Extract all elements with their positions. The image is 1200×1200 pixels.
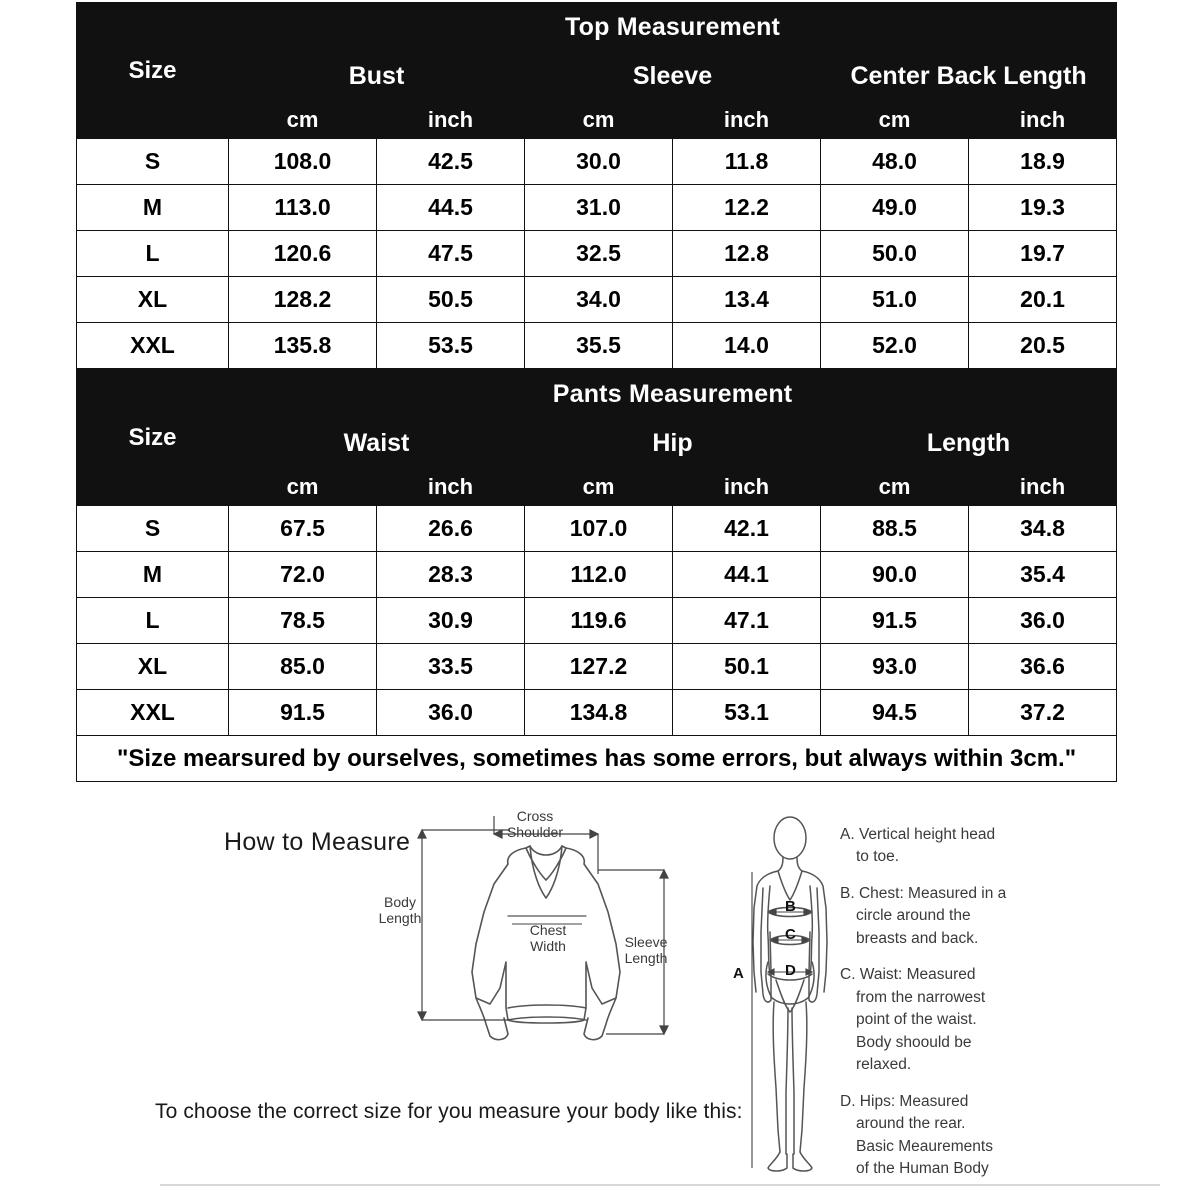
bottom-divider [160, 1184, 1160, 1186]
data-cell: 53.1 [673, 690, 821, 736]
data-cell: 134.8 [525, 690, 673, 736]
data-cell: 72.0 [229, 552, 377, 598]
legend-d-line: of the Human Body [856, 1160, 989, 1178]
legend-a-lead: A. Vertical height head [840, 826, 996, 843]
unit-header: cm [821, 101, 969, 139]
data-cell: 91.5 [229, 690, 377, 736]
row-size-label: XL [77, 277, 229, 323]
legend-d-lead: D. Hips: Measured [840, 1092, 969, 1110]
data-cell: 93.0 [821, 644, 969, 690]
data-cell: 49.0 [821, 185, 969, 231]
row-size-label: S [77, 506, 229, 552]
legend-b-line: circle around the [856, 907, 971, 925]
sleeve-length-line2: Length [624, 950, 668, 967]
unit-header: inch [673, 468, 821, 506]
sleeve-length-label [618, 934, 674, 966]
group-header-waist: Waist [229, 420, 525, 468]
data-cell: 30.0 [525, 139, 673, 185]
data-cell: 20.5 [969, 323, 1117, 369]
data-cell: 26.6 [377, 506, 525, 552]
size-header-cell: Size [77, 3, 229, 139]
data-cell: 13.4 [673, 277, 821, 323]
data-cell: 14.0 [673, 323, 821, 369]
data-cell: 50.0 [821, 231, 969, 277]
row-size-label: S [77, 139, 229, 185]
female-body-icon [730, 812, 850, 1182]
data-cell: 19.7 [969, 231, 1117, 277]
pants-measurement-table [76, 369, 1117, 782]
legend-item-b [840, 883, 1100, 950]
table-unit-row [77, 468, 1117, 506]
data-cell: 90.0 [821, 552, 969, 598]
data-cell: 120.6 [229, 231, 377, 277]
chest-width-line2: Width [530, 938, 566, 955]
data-cell: 34.8 [969, 506, 1117, 552]
table-group-row [77, 53, 1117, 101]
body-measurement-diagram [730, 812, 850, 1182]
data-cell: 67.5 [229, 506, 377, 552]
chest-width-line1: Chest [529, 922, 567, 938]
data-cell: 33.5 [377, 644, 525, 690]
data-cell: 113.0 [229, 185, 377, 231]
row-size-label: M [77, 185, 229, 231]
group-header-sleeve: Sleeve [525, 53, 821, 101]
data-cell: 47.1 [673, 598, 821, 644]
data-cell: 34.0 [525, 277, 673, 323]
group-header-hip: Hip [525, 420, 821, 468]
table-row [77, 185, 1117, 231]
table-group-row [77, 420, 1117, 468]
body-label-a: A [733, 965, 744, 982]
table-row [77, 139, 1117, 185]
data-cell: 18.9 [969, 139, 1117, 185]
garment-measurement-diagram [378, 808, 700, 1072]
cross-shoulder-line2: Shoulder [506, 824, 564, 841]
data-cell: 53.5 [377, 323, 525, 369]
data-cell: 19.3 [969, 185, 1117, 231]
cross-shoulder-line1: Cross [516, 808, 554, 824]
table-row [77, 552, 1117, 598]
legend-a-line: to toe. [856, 848, 900, 866]
unit-header: inch [969, 468, 1117, 506]
measurement-legend [840, 824, 1100, 1195]
data-cell: 36.6 [969, 644, 1117, 690]
body-label-b: B [785, 898, 796, 915]
group-header-length: Length [821, 420, 1117, 468]
data-cell: 108.0 [229, 139, 377, 185]
data-cell: 112.0 [525, 552, 673, 598]
body-label-c: C [785, 926, 796, 943]
data-cell: 135.8 [229, 323, 377, 369]
body-length-line2: Length [378, 910, 422, 927]
data-cell: 78.5 [229, 598, 377, 644]
group-header-bust: Bust [229, 53, 525, 101]
data-cell: 36.0 [969, 598, 1117, 644]
unit-header: inch [377, 101, 525, 139]
row-size-label: L [77, 598, 229, 644]
table-row [77, 598, 1117, 644]
chest-width-label [513, 922, 583, 954]
data-cell: 35.5 [525, 323, 673, 369]
top-measurement-table [76, 2, 1117, 369]
unit-header: inch [969, 101, 1117, 139]
size-chart-tables [76, 2, 1116, 782]
row-size-label: L [77, 231, 229, 277]
legend-c-line: from the narrowest [856, 988, 986, 1006]
legend-item-d [840, 1091, 1100, 1181]
row-size-label: M [77, 552, 229, 598]
top-measurement-title: Top Measurement [229, 3, 1117, 53]
data-cell: 50.5 [377, 277, 525, 323]
size-header-cell: Size [77, 370, 229, 506]
legend-d-line: Basic Meaurements [856, 1137, 993, 1155]
choose-size-instruction: To choose the correct size for you measure your body like this: [155, 1100, 743, 1123]
table-row [77, 506, 1117, 552]
legend-b-lead: B. Chest: Measured in a [840, 884, 1007, 902]
data-cell: 37.2 [969, 690, 1117, 736]
unit-header: cm [525, 101, 673, 139]
legend-c-line: relaxed. [856, 1056, 912, 1074]
data-cell: 32.5 [525, 231, 673, 277]
data-cell: 28.3 [377, 552, 525, 598]
row-size-label: XXL [77, 323, 229, 369]
data-cell: 20.1 [969, 277, 1117, 323]
data-cell: 52.0 [821, 323, 969, 369]
how-to-measure-heading: How to Measure [224, 828, 411, 856]
data-cell: 107.0 [525, 506, 673, 552]
pants-measurement-title: Pants Measurement [229, 370, 1117, 420]
data-cell: 51.0 [821, 277, 969, 323]
unit-header: inch [673, 101, 821, 139]
disclaimer-text: "Size mearsured by ourselves, sometimes has some errors, but always within 3cm." [77, 736, 1117, 782]
legend-c-line: point of the waist. [856, 1011, 977, 1029]
data-cell: 85.0 [229, 644, 377, 690]
table-row [77, 277, 1117, 323]
table-title-row [77, 3, 1117, 53]
legend-c-lead: C. Waist: Measured [840, 966, 976, 984]
disclaimer-row [77, 736, 1117, 782]
row-size-label: XXL [77, 690, 229, 736]
table-title-row [77, 370, 1117, 420]
table-unit-row [77, 101, 1117, 139]
data-cell: 127.2 [525, 644, 673, 690]
data-cell: 35.4 [969, 552, 1117, 598]
data-cell: 31.0 [525, 185, 673, 231]
data-cell: 50.1 [673, 644, 821, 690]
table-row [77, 323, 1117, 369]
sleeve-length-line1: Sleeve [624, 934, 668, 950]
data-cell: 94.5 [821, 690, 969, 736]
unit-header: inch [377, 468, 525, 506]
legend-d-line: around the rear. [856, 1115, 966, 1133]
data-cell: 44.5 [377, 185, 525, 231]
data-cell: 12.2 [673, 185, 821, 231]
legend-item-a [840, 824, 1100, 869]
data-cell: 88.5 [821, 506, 969, 552]
table-row [77, 231, 1117, 277]
data-cell: 48.0 [821, 139, 969, 185]
group-header-center-back-length: Center Back Length [821, 53, 1117, 101]
data-cell: 47.5 [377, 231, 525, 277]
data-cell: 119.6 [525, 598, 673, 644]
row-size-label: XL [77, 644, 229, 690]
unit-header: cm [229, 101, 377, 139]
data-cell: 91.5 [821, 598, 969, 644]
unit-header: cm [525, 468, 673, 506]
data-cell: 42.1 [673, 506, 821, 552]
unit-header: cm [229, 468, 377, 506]
data-cell: 11.8 [673, 139, 821, 185]
legend-c-line: Body shoould be [856, 1033, 972, 1051]
data-cell: 30.9 [377, 598, 525, 644]
body-length-line1: Body [384, 894, 416, 910]
table-row [77, 644, 1117, 690]
data-cell: 36.0 [377, 690, 525, 736]
legend-item-c [840, 964, 1100, 1076]
data-cell: 128.2 [229, 277, 377, 323]
data-cell: 42.5 [377, 139, 525, 185]
body-label-d: D [785, 962, 796, 979]
cross-shoulder-label [490, 808, 580, 840]
table-row [77, 690, 1117, 736]
data-cell: 44.1 [673, 552, 821, 598]
body-length-label [372, 894, 428, 926]
how-to-measure-section [0, 808, 1200, 1200]
unit-header: cm [821, 468, 969, 506]
data-cell: 12.8 [673, 231, 821, 277]
legend-b-line: breasts and back. [856, 929, 979, 947]
